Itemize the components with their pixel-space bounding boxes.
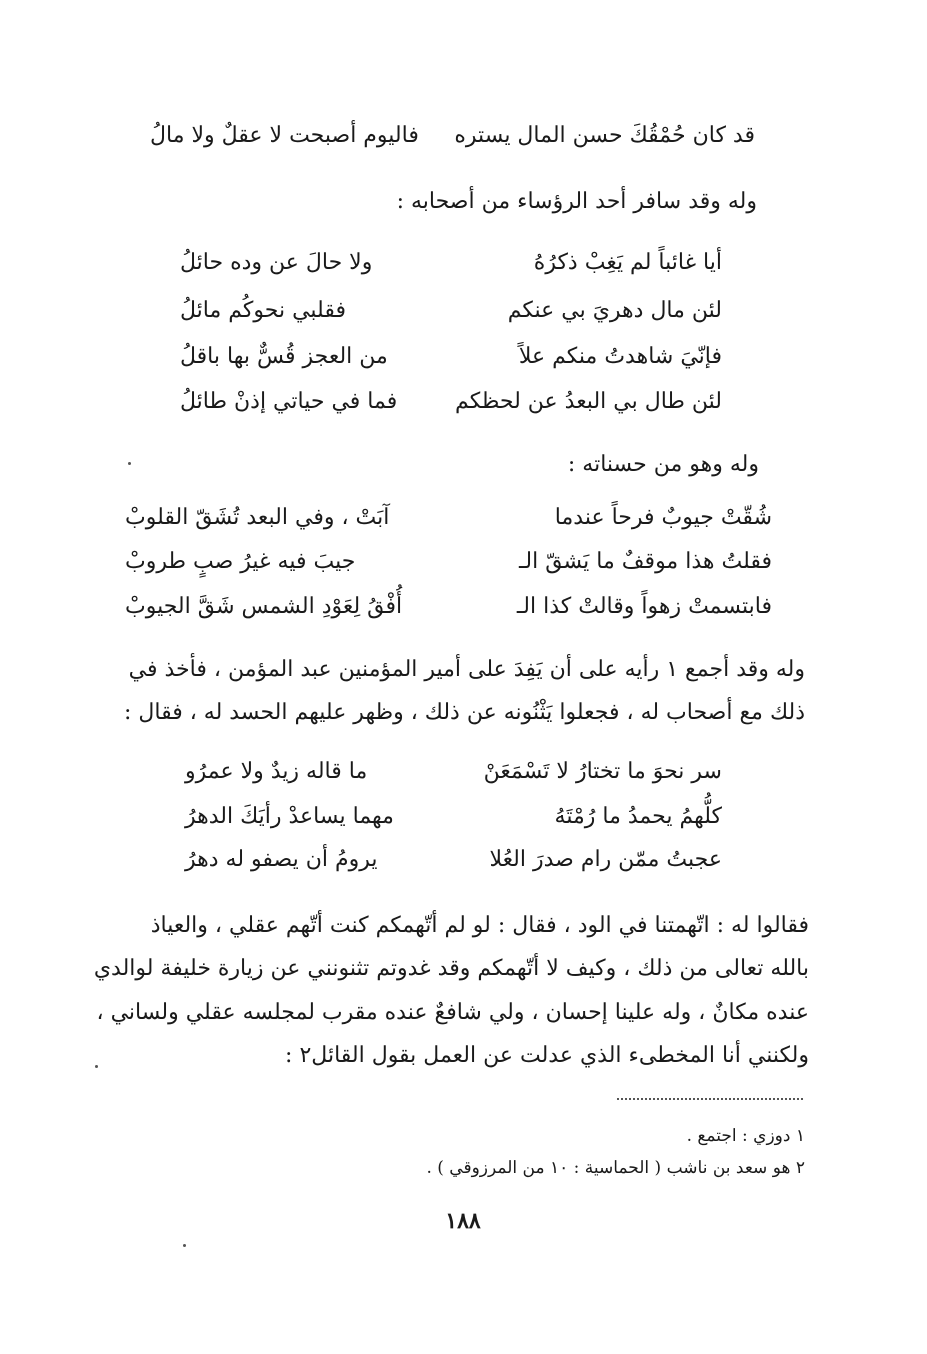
verse-right: سر نحوَ ما تختارُ لا تَسْمَعَنْ — [483, 759, 722, 784]
verse-right: كلُّهمُ يحمدُ ما رُمْتَهُ — [554, 804, 722, 829]
poem-2-intro: وله وهو من حسناته : — [567, 452, 759, 477]
verse-right: عجبتُ ممّن رام صدرَ العُلا — [489, 847, 722, 872]
verse-left: أُفْقُ لِعَوْدِ الشمس شَقَّ الجيوبْ — [125, 594, 403, 619]
opening-verse-right: قد كان حُمْقُكَ حسن المال يستره — [454, 123, 755, 148]
verse-right: لئن طال بي البعدُ عن لحظكم — [455, 389, 722, 414]
scan-speck — [95, 1065, 98, 1068]
verse-right: فابتسمتْ زهواً وقالتْ كذا الـ — [516, 594, 772, 619]
footnote: ١ دوزي : اجتمع . — [686, 1126, 805, 1146]
page-number: ١٨٨ — [445, 1208, 481, 1234]
opening-verse-left: فاليوم أصبحت لا عقلٌ ولا مالُ — [150, 123, 419, 148]
verse-left: آبَتْ ، وفي البعد تُشَقّ القلوبْ — [125, 505, 390, 530]
verse-left: من العجز قُسٌّ بها باقلُ — [180, 344, 388, 369]
prose-line: ولكنني أنا المخطىء الذي عدلت عن العمل بقول القائل٢ : — [285, 1043, 809, 1068]
verse-right: لئن مال دهريَ بي عنكم — [507, 298, 722, 323]
prose-line: ذلك مع أصحاب له ، فجعلوا يَثْنُونه عن ذلك ، وظهر عليهم الحسد له ، فقال : — [123, 700, 805, 725]
verse-left: يرومُ أن يصفو له دهرُ — [185, 847, 378, 872]
scan-speck — [128, 462, 131, 465]
prose-line: بالله تعالى من ذلك ، وكيف لا أتّهمكم وقد غدوتم تثنونني عن زيارة خليفة لوالدي — [93, 956, 809, 981]
footnote: ٢ هو سعد بن ناشب ( الحماسية : ١٠ من المرزوقي ) . — [426, 1158, 805, 1178]
verse-right: أيا غائباً لم يَغِبْ ذكرُهُ — [533, 250, 722, 275]
verse-left: فقلبي نحوكُم مائلُ — [180, 298, 346, 323]
footnote-divider — [617, 1098, 803, 1100]
verse-left: جيبَ فيه غيرُ صبٍ طروبْ — [125, 549, 356, 574]
verse-left: فما في حياتي إذنْ طائلُ — [180, 389, 398, 414]
verse-left: ما قاله زيدٌ ولا عمرُو — [185, 759, 368, 784]
scan-speck — [183, 1244, 186, 1247]
verse-left: مهما يساعدْ رأيَكَ الدهرُ — [185, 804, 394, 829]
poem-1-intro: وله وقد سافر أحد الرؤساء من أصحابه : — [396, 189, 757, 214]
verse-right: فإنّيَ شاهدتُ منكم علاً — [518, 344, 722, 369]
verse-right: فقلتُ هذا موقفٌ ما يَشقّ الـ — [518, 549, 772, 574]
verse-right: شُقّتْ جيوبٌ فرحاً عندما — [554, 505, 772, 530]
prose-line: فقالوا له : اتّهمتنا في الود ، فقال : لو لم أتّهمكم كنت أتّهم عقلي ، والعياذ — [150, 913, 809, 938]
prose-line: وله وقد أجمع ١ رأيه على أن يَفِدَ على أمير المؤمنين عبد المؤمن ، فأخذ في — [128, 657, 805, 682]
prose-line: عنده مكانٌ ، وله علينا إحسان ، ولي شافعٌ عنده مقرب لمجلسه عقلي ولساني ، — [96, 1000, 809, 1025]
verse-left: ولا حالَ عن وده حائلُ — [180, 250, 373, 275]
